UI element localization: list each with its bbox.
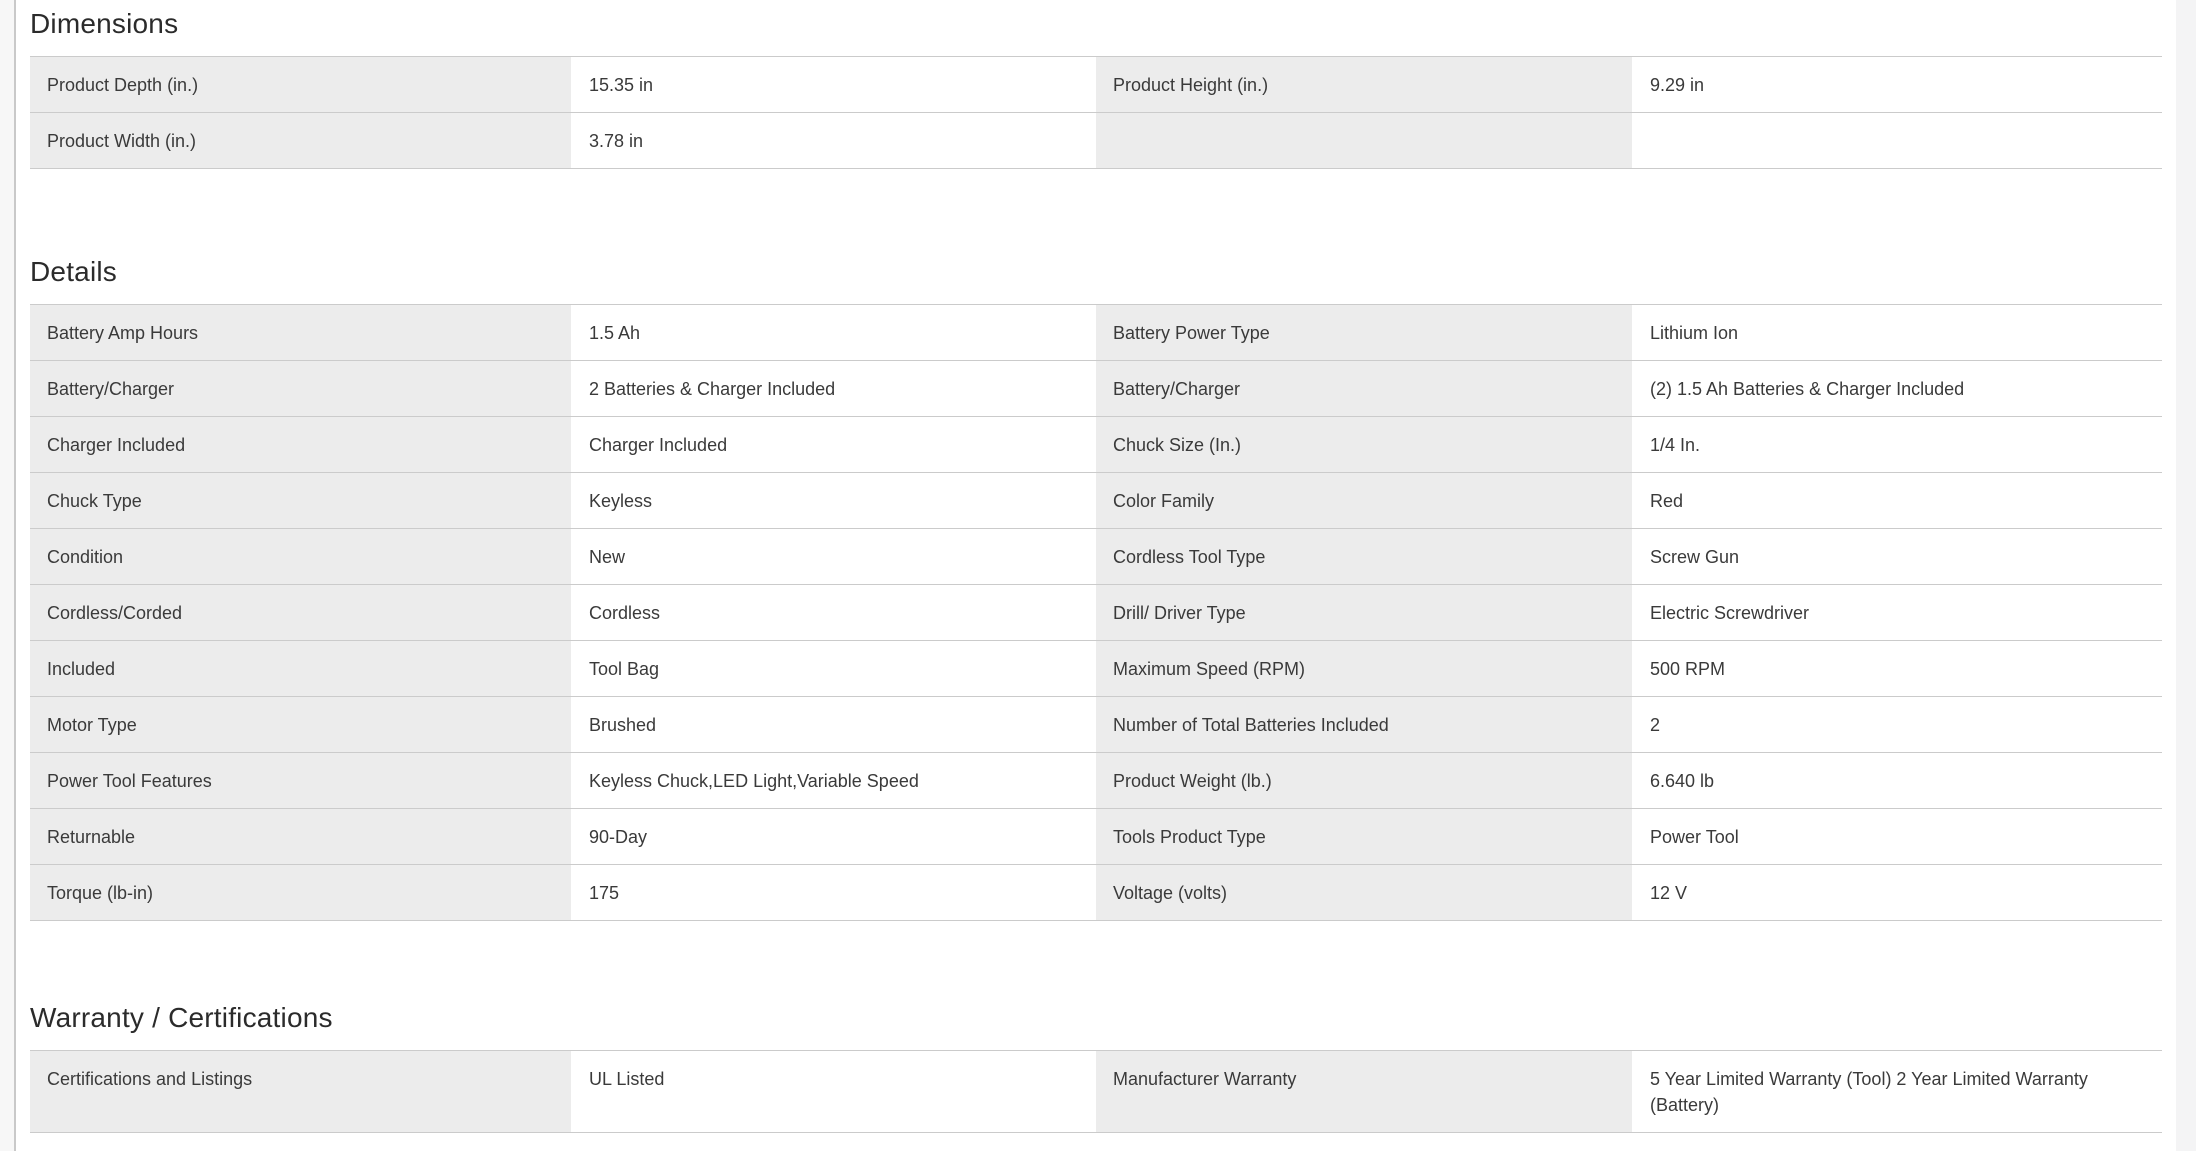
spec-value: 175 [571, 865, 1096, 920]
spec-value: 3.78 in [571, 113, 1096, 168]
spec-label: Cordless Tool Type [1096, 529, 1632, 584]
spec-row [30, 417, 2162, 473]
spec-value: 9.29 in [1632, 57, 2162, 112]
spec-label: Battery Amp Hours [30, 305, 571, 360]
spec-value: Tool Bag [571, 641, 1096, 696]
spec-label: Battery/Charger [30, 361, 571, 416]
spec-label: Product Depth (in.) [30, 57, 571, 112]
spec-row [30, 641, 2162, 697]
spec-value: Keyless [571, 473, 1096, 528]
spec-label: Number of Total Batteries Included [1096, 697, 1632, 752]
spec-label: Condition [30, 529, 571, 584]
spec-row [30, 305, 2162, 361]
spec-table [30, 56, 2162, 169]
spec-value: 6.640 lb [1632, 753, 2162, 808]
spec-section [30, 1001, 2162, 1133]
spec-label: Power Tool Features [30, 753, 571, 808]
spec-value: New [571, 529, 1096, 584]
product-specifications [30, 0, 2162, 1133]
spec-value: UL Listed [571, 1051, 1096, 1132]
spec-value: 500 RPM [1632, 641, 2162, 696]
spec-label: Charger Included [30, 417, 571, 472]
spec-value: Screw Gun [1632, 529, 2162, 584]
spec-value: 2 [1632, 697, 2162, 752]
spec-label: Certifications and Listings [30, 1051, 571, 1132]
spec-row [30, 361, 2162, 417]
section-title: Warranty / Certifications [30, 1002, 333, 1033]
spec-label: Chuck Size (In.) [1096, 417, 1632, 472]
spec-value: Lithium Ion [1632, 305, 2162, 360]
spec-label: Maximum Speed (RPM) [1096, 641, 1632, 696]
spec-value [1632, 113, 2162, 168]
spec-value: 1.5 Ah [571, 305, 1096, 360]
section-title: Details [30, 256, 117, 287]
spec-value: Charger Included [571, 417, 1096, 472]
page-right-gutter [2176, 0, 2196, 1151]
spec-value: 90-Day [571, 809, 1096, 864]
spec-label: Included [30, 641, 571, 696]
spec-label: Product Height (in.) [1096, 57, 1632, 112]
spec-label: Chuck Type [30, 473, 571, 528]
spec-row [30, 57, 2162, 113]
spec-label: Returnable [30, 809, 571, 864]
spec-label: Product Width (in.) [30, 113, 571, 168]
spec-label: Motor Type [30, 697, 571, 752]
spec-row [30, 585, 2162, 641]
spec-table [30, 304, 2162, 921]
spec-row [30, 809, 2162, 865]
spec-label: Color Family [1096, 473, 1632, 528]
spec-label: Torque (lb-in) [30, 865, 571, 920]
spec-value: Electric Screwdriver [1632, 585, 2162, 640]
spec-label: Drill/ Driver Type [1096, 585, 1632, 640]
spec-label: Battery Power Type [1096, 305, 1632, 360]
spec-label: Tools Product Type [1096, 809, 1632, 864]
spec-table [30, 1050, 2162, 1133]
spec-label: Product Weight (lb.) [1096, 753, 1632, 808]
spec-row [30, 529, 2162, 585]
spec-value: Keyless Chuck,LED Light,Variable Speed [571, 753, 1096, 808]
spec-value: Power Tool [1632, 809, 2162, 864]
page-left-gutter [0, 0, 16, 1151]
spec-row [30, 753, 2162, 809]
spec-section [30, 0, 2162, 169]
spec-row [30, 473, 2162, 529]
spec-value: 15.35 in [571, 57, 1096, 112]
spec-label: Cordless/Corded [30, 585, 571, 640]
spec-value: Red [1632, 473, 2162, 528]
spec-value: Cordless [571, 585, 1096, 640]
spec-label: Battery/Charger [1096, 361, 1632, 416]
spec-row [30, 865, 2162, 921]
spec-label: Voltage (volts) [1096, 865, 1632, 920]
spec-value: 12 V [1632, 865, 2162, 920]
spec-label: Manufacturer Warranty [1096, 1051, 1632, 1132]
spec-row [30, 1051, 2162, 1133]
spec-value: 1/4 In. [1632, 417, 2162, 472]
spec-section [30, 255, 2162, 921]
spec-value: 2 Batteries & Charger Included [571, 361, 1096, 416]
spec-row [30, 697, 2162, 753]
spec-value: (2) 1.5 Ah Batteries & Charger Included [1632, 361, 2162, 416]
spec-label [1096, 113, 1632, 168]
spec-value: Brushed [571, 697, 1096, 752]
spec-row [30, 113, 2162, 169]
spec-value: 5 Year Limited Warranty (Tool) 2 Year Limited Warranty (Battery) [1632, 1051, 2162, 1132]
section-title: Dimensions [30, 8, 179, 39]
